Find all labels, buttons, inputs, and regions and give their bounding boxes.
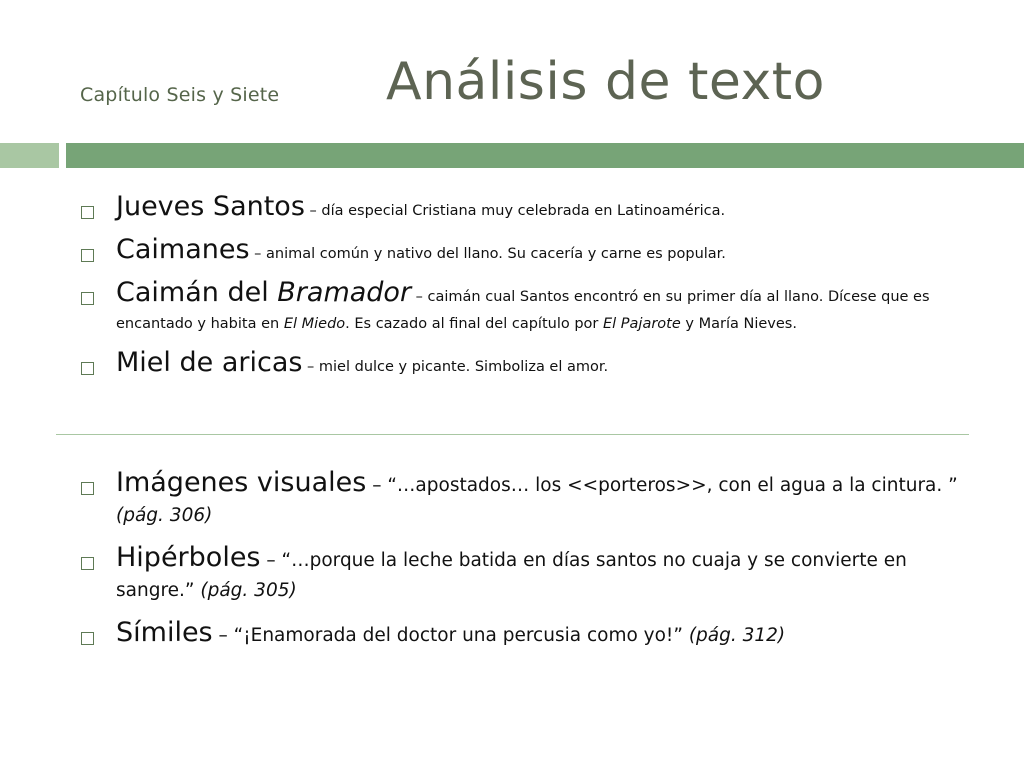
list-item	[76, 466, 976, 531]
literary-devices-list	[76, 466, 976, 661]
hollow-square-bullet-icon	[81, 206, 94, 219]
list-item	[76, 541, 976, 606]
item-page-reference: (pág. 312)	[688, 625, 786, 646]
item-description: y María Nieves.	[680, 316, 797, 332]
item-term: Caimanes	[116, 234, 250, 265]
item-description-italic: El Pajarote	[603, 316, 681, 332]
item-term: Imágenes visuales	[116, 467, 367, 498]
section-divider	[56, 434, 969, 435]
item-quote: – “…apostados… los <<porteros>>, con el agua a la cintura. ”	[366, 475, 958, 496]
vocabulary-list	[76, 190, 976, 389]
item-description: – día especial Cristiana muy celebrada en Latinoamérica.	[304, 203, 726, 219]
slide-subtitle: Capítulo Seis y Siete	[80, 84, 280, 106]
header-bar-accent	[0, 143, 59, 168]
hollow-square-bullet-icon	[81, 557, 94, 570]
item-page-reference: (pág. 305)	[200, 580, 297, 601]
item-term: Hipérboles	[116, 542, 261, 573]
hollow-square-bullet-icon	[81, 249, 94, 262]
item-description: – caimán cual Santos encontró en su primer día al llano. Dícese que es encantado y habita en	[116, 289, 930, 332]
item-description: – animal común y nativo del llano. Su cacería y carne es popular.	[249, 246, 726, 262]
header-bar	[66, 143, 1024, 168]
item-description-italic: El Miedo	[283, 316, 346, 332]
item-description: . Es cazado al final del capítulo por	[345, 316, 603, 332]
item-term: Símiles	[116, 617, 213, 648]
hollow-square-bullet-icon	[81, 482, 94, 495]
item-page-reference: (pág. 306)	[116, 505, 213, 526]
item-quote: – “¡Enamorada del doctor una percusia como yo!”	[212, 625, 689, 646]
list-item	[76, 276, 976, 338]
list-item	[76, 346, 976, 381]
item-term-italic: Bramador	[277, 277, 412, 308]
item-term: Jueves Santos	[116, 191, 305, 222]
item-quote: – “…porque la leche batida en días santos no cuaja y se convierte en sangre.”	[116, 550, 907, 601]
hollow-square-bullet-icon	[81, 292, 94, 305]
item-term: Miel de aricas	[116, 347, 303, 378]
hollow-square-bullet-icon	[81, 632, 94, 645]
item-term: Caimán del	[116, 277, 278, 308]
list-item	[76, 190, 976, 225]
slide-title: Análisis de texto	[386, 52, 825, 112]
list-item	[76, 233, 976, 268]
list-item	[76, 616, 976, 651]
item-description: – miel dulce y picante. Simboliza el amor.	[302, 359, 609, 375]
hollow-square-bullet-icon	[81, 362, 94, 375]
